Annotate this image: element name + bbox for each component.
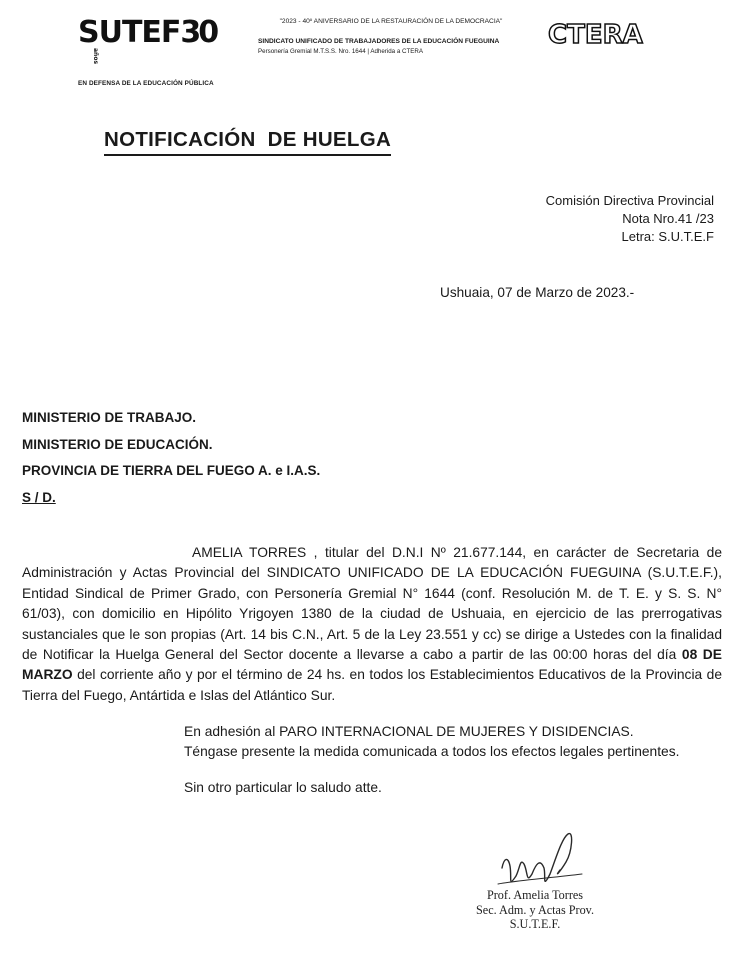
sutef-logo [78,15,243,87]
anniversary-banner: "2023 - 40º ANIVERSARIO DE LA RESTAURACIÓN DE LA DEMOCRACIA" [279,18,503,25]
union-registration: Personería Gremial M.T.S.S. Nro. 1644 | Adherida a CTERA [258,48,423,55]
signature-stamp [476,888,594,932]
signer-name: Prof. Amelia Torres [486,888,584,902]
body-text-part1: AMELIA TORRES , titular del D.N.I Nº 21.677.144, en carácter de Secretaria de Administración y Actas Provincial del SINDICATO UNIFICADO DE LA EDUCACIÓN FUEGUINA (S.U.T.E.F.), Entidad Sindical de Primer Grado, con Personería Gremial N° 1644 (conf. Resolución M. de T. E. y S. S. N° 61/03), con domicilio en Hipólito Yrigoyen 1380 de la ciudad de Ushuaia, en ejercicio de las prerrogativas sustanciales que le son propias (Art. 14 bis C.N., Art. 5 de la Ley 23.551 y cc) se dirige a Ustedes con la finalidad de Notificar la Huelga General del Sector docente a llevarse a cabo a partir de las 00:00 horas del día [22,545,722,663]
ctera-logo-text: CTERA [548,20,643,50]
signer-position: Sec. Adm. y Actas Prov. [476,902,595,917]
document-title: NOTIFICACIÓN DE HUELGA [104,128,391,156]
addressee-ministry-education: MINISTERIO DE EDUCACIÓN. [22,436,213,452]
addressee-sd: S / D. [22,489,56,505]
addressee-block [22,405,320,511]
ctera-logo [548,20,643,50]
body-text-part2: del corriente año y por el término de 24 hs. en todos los Establecimientos Educativos de la Provincia de Tierra del Fuego, Antártida e Islas del Atlántico Sur. [22,667,722,703]
adhesion-statement: En adhesión al PARO INTERNACIONAL DE MUJERES Y DISIDENCIAS. [184,724,634,739]
signer-organization: S.U.T.E.F. [509,917,561,931]
addressee-province: PROVINCIA DE TIERRA DEL FUEGO A. e I.A.S. [22,463,321,478]
dateline: Ushuaia, 07 de Marzo de 2023.- [440,285,635,300]
closing-line: Sin otro particular lo saludo atte. [184,780,382,795]
union-name: SINDICATO UNIFICADO DE TRABAJADORES DE LA EDUCACIÓN FUEGUINA [258,38,500,45]
reference-letter: Letra: S.U.T.E.F [621,229,714,244]
legal-effects-statement: Téngase presente la medida comunicada a todos los efectos legales pertinentes. [184,744,680,759]
reference-note-number: Nota Nro.41 /23 [622,211,714,226]
sutef-logo-tagline: EN DEFENSA DE LA EDUCACIÓN PÚBLICA [78,80,214,87]
notification-body [22,543,722,706]
strike-date: 08 DE MARZO [22,647,722,683]
addressee-ministry-labor: MINISTERIO DE TRABAJO. [22,410,197,425]
reference-commission: Comisión Directiva Provincial [545,193,714,208]
adhesion-block [184,722,679,762]
reference-block [546,192,714,246]
sutef-logo-wordmark: SUTEF30años [78,15,217,65]
